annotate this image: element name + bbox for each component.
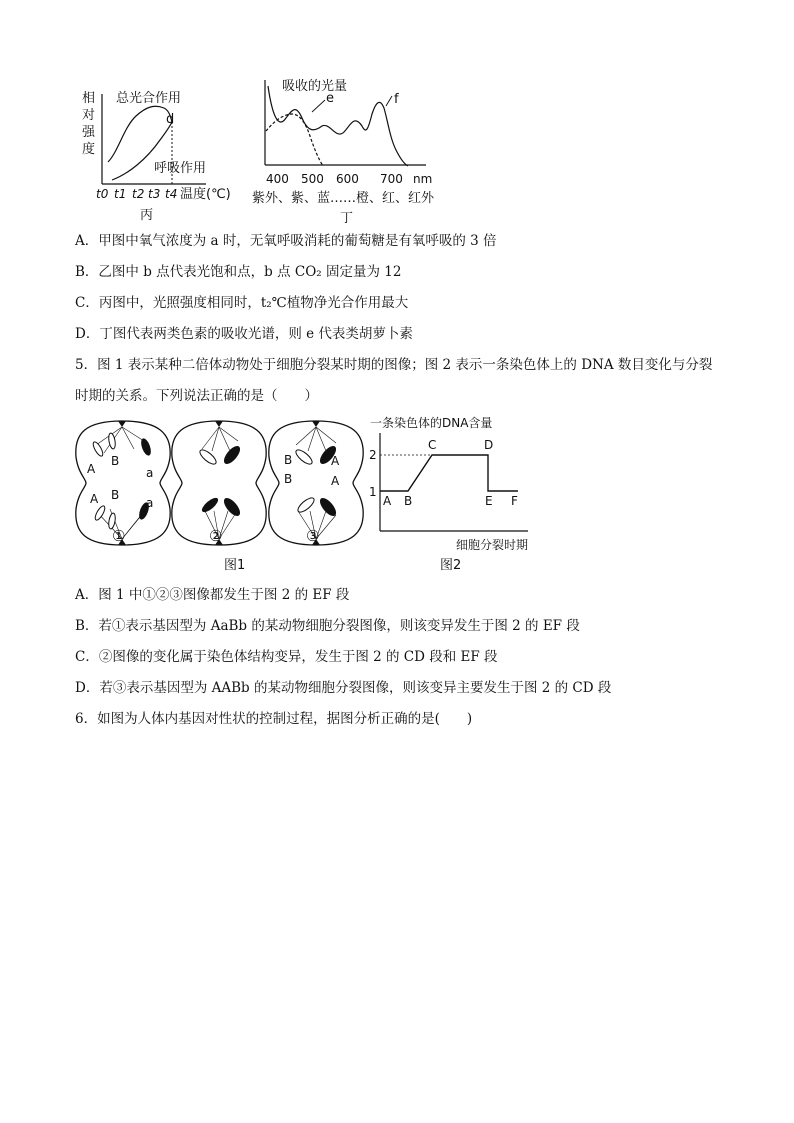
q6-stem: 6．如图为人体内基因对性状的控制过程，据图分析正确的是( ) xyxy=(75,711,473,727)
leader-f xyxy=(386,96,392,106)
figure-1-cells xyxy=(74,413,374,573)
gene-label: B xyxy=(284,453,293,467)
cell-number-2-label: ② xyxy=(209,527,223,545)
tick-t1: t1 xyxy=(114,187,127,201)
total-photosynthesis-curve xyxy=(108,106,175,162)
tick-t4: t4 xyxy=(165,187,178,201)
gene-label: A xyxy=(90,492,99,506)
figure-caption-ding: 丁 xyxy=(340,211,354,226)
point-E: E xyxy=(485,494,493,508)
gene-label: a xyxy=(146,466,154,480)
x-axis-label: 细胞分裂时期 xyxy=(456,538,529,552)
label-f: f xyxy=(394,92,399,107)
gene-label: B xyxy=(111,454,120,468)
label-total-photosynthesis: 总光合作用 xyxy=(116,91,182,106)
x-axis-label: 温度(℃) xyxy=(180,187,231,202)
leader-e xyxy=(312,100,325,112)
gene-label: a xyxy=(146,496,154,510)
gene-label: A xyxy=(331,474,340,488)
tick-t2: t2 xyxy=(132,187,145,201)
y-label-char: 相 xyxy=(82,91,96,106)
curve-f-chlorophyll xyxy=(268,86,408,166)
label-point-d: d xyxy=(166,112,175,127)
tick-500: 500 xyxy=(301,172,324,186)
gene-label: B xyxy=(284,472,293,486)
q5-option-c: C．②图像的变化属于染色体结构变异，发生于图 2 的 CD 段和 EF 段 xyxy=(75,649,498,665)
gene-label: A xyxy=(87,462,96,476)
point-B: B xyxy=(404,494,413,508)
y-label-char: 对 xyxy=(82,108,96,123)
point-C: C xyxy=(428,438,437,452)
y-label-char: 强 xyxy=(82,125,96,140)
q4-option-b: B．乙图中 b 点代表光饱和点，b 点 CO₂ 固定量为 12 xyxy=(75,264,402,280)
q5-option-d: D．若③表示基因型为 AABb 的某动物细胞分裂图像，则该变异主要发生于图 2 的 CD 段 xyxy=(75,680,612,696)
point-A: A xyxy=(383,494,392,508)
q5-stem-line2: 时期的关系。下列说法正确的是（ ） xyxy=(75,388,318,404)
y-axis-label: 吸收的光量 xyxy=(282,79,348,94)
figure-ding xyxy=(248,74,484,226)
y-axis-label: 一条染色体的DNA含量 xyxy=(370,416,493,430)
q5-option-a: A．图 1 中①②③图像都发生于图 2 的 EF 段 xyxy=(75,587,350,603)
tick-400: 400 xyxy=(266,172,289,186)
unit-nm: nm xyxy=(413,172,433,186)
tick-t3: t3 xyxy=(148,187,161,201)
q4-option-d: D．丁图代表两类色素的吸收光谱，则 e 代表类胡萝卜素 xyxy=(75,326,413,342)
tick-t0: t0 xyxy=(96,187,109,201)
figure-caption-1: 图1 xyxy=(224,558,246,573)
y-tick-2: 2 xyxy=(369,448,377,462)
cell-number-3-label: ③ xyxy=(306,527,320,545)
tick-700: 700 xyxy=(380,172,403,186)
gene-label: B xyxy=(111,488,120,502)
label-e: e xyxy=(326,91,334,106)
y-tick-1: 1 xyxy=(369,485,377,499)
q4-option-c: C．丙图中，光照强度相同时，t₂℃植物净光合作用最大 xyxy=(75,295,409,311)
label-respiration: 呼吸作用 xyxy=(154,161,207,176)
tick-600: 600 xyxy=(336,172,359,186)
figure-caption-2: 图2 xyxy=(440,558,462,573)
gene-label: A xyxy=(331,454,340,468)
spectrum-label: 紫外、紫、蓝……橙、红、红外 xyxy=(252,191,435,206)
q4-option-a: A．甲图中氧气浓度为 a 时，无氧呼吸消耗的葡萄糖是有氧呼吸的 3 倍 xyxy=(75,233,497,249)
curve-e-carotenoid xyxy=(266,114,323,166)
cell-number-1-label: ① xyxy=(112,527,126,545)
q5-stem-line1: 5．图 1 表示某种二倍体动物处于细胞分裂某时期的图像；图 2 表示一条染色体上的 DNA 数目变化与分裂 xyxy=(75,357,713,373)
figure-2-dna-chart xyxy=(366,413,534,555)
y-label-char: 度 xyxy=(82,142,96,157)
figure-bing xyxy=(76,82,246,224)
dna-content-line xyxy=(380,455,518,491)
figure-caption-bing: 丙 xyxy=(140,208,154,223)
point-F: F xyxy=(511,494,518,508)
q5-option-b: B．若①表示基因型为 AaBb 的某动物细胞分裂图像，则该变异发生于图 2 的 EF 段 xyxy=(75,618,580,634)
point-D: D xyxy=(484,438,494,452)
